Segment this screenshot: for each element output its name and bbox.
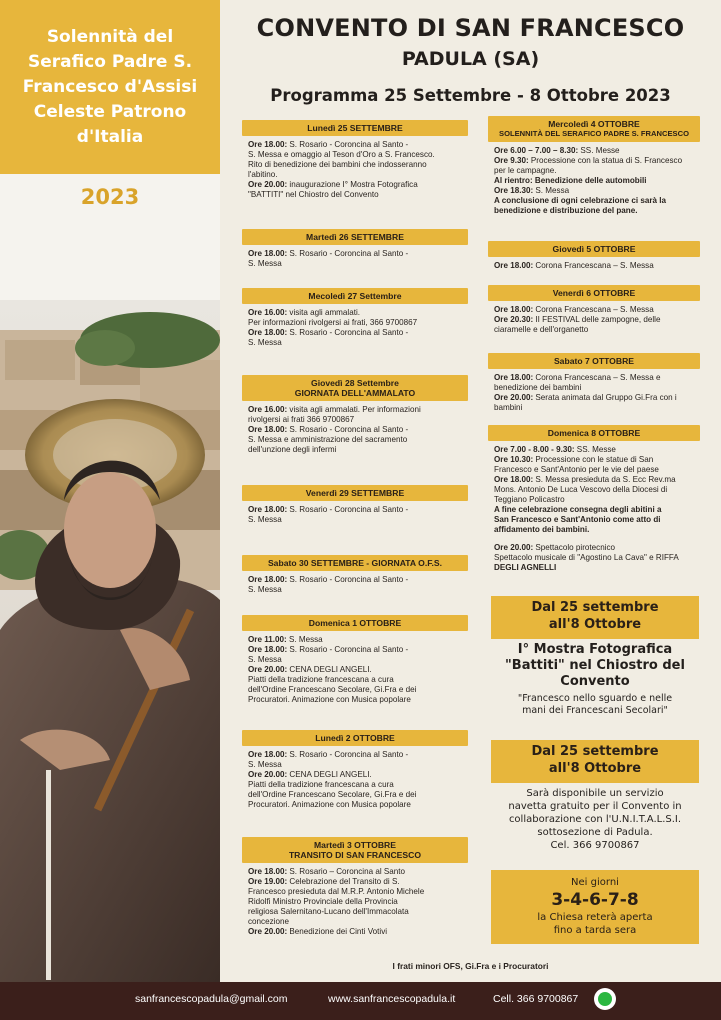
day-header: Domenica 1 OTTOBRE: [242, 615, 468, 631]
event-line: Ore 18.00: S. Rosario - Coroncina al Santo -: [248, 575, 409, 584]
event-line: Spettacolo musicale di "Agostino La Cava" e RIFFA: [494, 553, 679, 562]
shuttle-line: collaborazione con l'U.N.I.T.A.L.S.I.: [508, 814, 682, 825]
event-line: S. Messa: [248, 585, 282, 594]
day-body: [488, 301, 700, 335]
sidebar-title-block: [0, 0, 220, 174]
footer-bar: [0, 982, 721, 1020]
event-line: S. Messa: [248, 760, 282, 769]
exhibit-title-line: I° Mostra Fotografica: [517, 642, 673, 657]
footer-phone[interactable]: Cell. 366 9700867: [493, 993, 579, 1005]
day-header-line: Mercoledì 4 OTTOBRE: [548, 119, 640, 129]
event-line: S. Messa: [248, 259, 282, 268]
day-header: Giovedì 5 OTTOBRE: [488, 241, 700, 257]
shuttle-line: sottosezione di Padula.: [537, 827, 653, 838]
day-card: [242, 615, 468, 705]
shuttle-date-line: Dal 25 settembre: [531, 744, 659, 759]
day-header: Martedì 26 SETTEMBRE: [242, 229, 468, 245]
event-line: benedizione e distribuzione del pane.: [494, 206, 638, 215]
event-line: Ore 20.00: CENA DEGLI ANGELI.: [248, 665, 372, 674]
event-line: S. Messa: [248, 338, 282, 347]
footer-website[interactable]: www.sanfrancescopadula.it: [328, 993, 456, 1005]
day-card: [242, 120, 468, 200]
day-card: [242, 485, 468, 525]
event-line: Ore 18.00: S. Rosario - Coroncina al Santo -: [248, 328, 409, 337]
event-line: Procuratori. Animazione con Musica popolare: [248, 695, 411, 704]
event-line: Ore 18.00: S. Rosario - Coroncina al Santo -: [248, 425, 409, 434]
day-header: [488, 116, 700, 142]
programme-dates: Programma 25 Settembre - 8 Ottobre 2023: [270, 86, 671, 105]
event-line: "BATTITI" nel Chiostro del Convento: [248, 190, 379, 199]
shuttle-line: navetta gratuito per il Convento in: [508, 801, 682, 812]
day-body: [488, 441, 700, 573]
day-card: [242, 229, 468, 269]
day-body: [242, 631, 468, 705]
day-header: Venerdì 29 SETTEMBRE: [242, 485, 468, 501]
whatsapp-icon[interactable]: [594, 988, 616, 1010]
day-card: [488, 425, 700, 573]
exhibit-dates-box: [491, 596, 699, 639]
event-line: Ore 19.00: Celebrazione del Transito di S.: [248, 877, 400, 886]
day-card: [488, 353, 700, 413]
event-line: Per informazioni rivolgersi ai frati, 366 9700867: [248, 318, 418, 327]
event-line: religiosa Salernitano-Lucano dell'Immacolata: [248, 907, 409, 916]
event-line: A fine celebrazione consegna degli abitini a: [494, 505, 662, 514]
event-line: Ore 18.00: S. Messa presieduta da S. Ecc Rev.ma: [494, 475, 676, 484]
sidebar-title: Solennità del Serafico Padre S. Francesco d'Assisi Celeste Patrono d'Italia: [22, 26, 198, 147]
day-body: [488, 142, 700, 216]
event-line: ciaramelle e dell'organetto: [494, 325, 589, 334]
event-line: Ore 18.00: S. Rosario - Coroncina al Santo -: [248, 505, 409, 514]
shuttle-line: Sarà disponibile un servizio: [526, 788, 664, 799]
event-line: Piatti della tradizione francescana a cura: [248, 780, 394, 789]
sidebar-year: 2023: [80, 185, 140, 209]
page-title: CONVENTO DI SAN FRANCESCO: [256, 14, 685, 42]
event-line: Francesco e Sant'Antonio per le vie del paese: [494, 465, 659, 474]
day-body: [242, 501, 468, 525]
day-header: [242, 837, 468, 863]
day-body: [488, 369, 700, 413]
event-line: Ore 20.00: Serata animata dal Gruppo Gi.Fra con i: [494, 393, 677, 402]
day-header-line: Martedì 3 OTTOBRE: [314, 840, 396, 850]
exhibit-title-line: "Battiti" nel Chiostro del: [505, 658, 685, 673]
event-line: Ore 9.30: Processione con la statua di S. Francesco: [494, 156, 683, 165]
event-line: dell'Ordine Francescano Secolare, Gi.Fra e dei: [248, 685, 417, 694]
day-header-line: GIORNATA DELL'AMMALATO: [294, 388, 416, 398]
church-days: 3-4-6-7-8: [551, 890, 639, 910]
event-line: Ore 18.00: S. Rosario – Coroncina al Santo: [248, 867, 406, 876]
day-body: [242, 571, 468, 595]
church-hours-line: fino a tarda sera: [553, 925, 637, 936]
day-header: Venerdì 6 OTTOBRE: [488, 285, 700, 301]
day-header: Sabato 30 SETTEMBRE - GIORNATA O.F.S.: [242, 555, 468, 571]
page-subtitle: PADULA (SA): [401, 48, 540, 70]
event-line: San Francesco e Sant'Antonio come atto di: [494, 515, 661, 524]
exhibit-subtitle-line: mani dei Francescani Secolari": [522, 705, 668, 716]
saint-statue-image: [0, 300, 220, 982]
event-line: Rito di benedizione dei bambini che indosseranno: [248, 160, 427, 169]
church-hours-line: la Chiesa reterà aperta: [537, 912, 653, 923]
day-body: [242, 245, 468, 269]
day-header-line: SOLENNITÀ DEL SERAFICO PADRE S. FRANCESCO: [499, 129, 689, 138]
day-card: [242, 288, 468, 348]
event-line: Francesco presieduta dal M.R.P. Antonio Michele: [248, 887, 425, 896]
event-line: Ore 18.00: Corona Francescana – S. Messa: [494, 261, 654, 270]
exhibit-announcement: [488, 642, 702, 717]
event-line: Ore 11.00: S. Messa: [248, 635, 323, 644]
event-line: Ore 20.30: II FESTIVAL delle zampogne, delle: [494, 315, 661, 324]
church-hours-line: Nei giorni: [571, 877, 619, 888]
shuttle-dates-box: [491, 740, 699, 783]
event-line: Ore 18.00: Corona Francescana – S. Messa e: [494, 373, 661, 382]
day-header: Mecoledì 27 Settembre: [242, 288, 468, 304]
event-line: Procuratori. Animazione con Musica popolare: [248, 800, 411, 809]
day-card: [242, 837, 468, 937]
day-body: [242, 136, 468, 200]
shuttle-announcement: [488, 787, 702, 852]
exhibit-subtitle-line: "Francesco nello sguardo e nelle: [517, 693, 673, 704]
event-line: Ore 20.00: Spettacolo pirotecnico: [494, 543, 616, 552]
event-line: Ore 7.00 - 8.00 - 9.30: SS. Messe: [494, 445, 616, 454]
day-card: [488, 241, 700, 271]
left-panel: [0, 0, 220, 982]
event-line: Ore 6.00 – 7.00 – 8.30: SS. Messe: [494, 146, 620, 155]
event-line: A conclusione di ogni celebrazione ci sarà la: [494, 196, 666, 205]
event-line: Ore 18.00: S. Rosario - Coroncina al Santo -: [248, 140, 409, 149]
event-line: l'abitino.: [248, 170, 278, 179]
event-line: Ridolfi Ministro Provinciale della Provincia: [248, 897, 398, 906]
event-line: affidamento dei bambini.: [494, 525, 590, 534]
event-line: Ore 18.00: Corona Francescana – S. Messa: [494, 305, 654, 314]
day-header-line: Giovedì 28 Settembre: [311, 378, 399, 388]
event-line: Ore 20.00: inaugurazione I° Mostra Fotografica: [248, 180, 418, 189]
event-line: Ore 20.00: Benedizione dei Cinti Votivi: [248, 927, 388, 936]
day-card: [242, 730, 468, 810]
event-line: Al rientro: Benedizione delle automobili: [494, 176, 647, 185]
event-line: Ore 10.30: Processione con le statue di San: [494, 455, 654, 464]
footer-email[interactable]: sanfrancescopadula@gmail.com: [135, 993, 288, 1005]
event-line: DEGLI AGNELLI: [494, 563, 557, 572]
event-line: benedizione dei bambini: [494, 383, 582, 392]
day-body: [242, 863, 468, 937]
day-body: [242, 401, 468, 455]
day-body: [242, 746, 468, 810]
event-line: bambini: [494, 403, 523, 412]
event-line: Ore 20.00: CENA DEGLI ANGELI.: [248, 770, 372, 779]
day-card: [242, 375, 468, 455]
day-header: [242, 375, 468, 401]
event-line: Ore 16.00: visita agli ammalati.: [248, 308, 361, 317]
event-line: per le campagne.: [494, 166, 557, 175]
exhibit-date-line: all'8 Ottobre: [548, 617, 642, 632]
event-line: dell'Ordine Francescano Secolare, Gi.Fra e dei: [248, 790, 417, 799]
day-header-line: TRANSITO DI SAN FRANCESCO: [288, 850, 422, 860]
church-hours-box: [491, 870, 699, 944]
event-line: S. Messa e amministrazione del sacramento: [248, 435, 408, 444]
event-line: S. Messa e omaggio al Teson d'Oro a S. Francesco.: [248, 150, 435, 159]
day-header: Domenica 8 OTTOBRE: [488, 425, 700, 441]
exhibit-date-line: Dal 25 settembre: [531, 600, 659, 615]
day-card: [242, 555, 468, 595]
event-line: concezione: [248, 917, 289, 926]
signature: I frati minori OFS, Gi.Fra e i Procuratori: [392, 961, 549, 971]
event-line: Mons. Antonio De Luca Vescovo della Diocesi di: [494, 485, 668, 494]
day-header: Sabato 7 OTTOBRE: [488, 353, 700, 369]
exhibit-title-line: Convento: [560, 674, 630, 689]
event-line: Teggiano Policastro: [494, 495, 565, 504]
event-line: Piatti della tradizione francescana a cura: [248, 675, 394, 684]
day-card: [488, 116, 700, 216]
event-line: Ore 16.00: visita agli ammalati. Per informazioni: [248, 405, 421, 414]
event-line: rivolgersi ai frati 366 9700867: [248, 415, 355, 424]
event-line: Ore 18.00: S. Rosario - Coroncina al Santo -: [248, 645, 409, 654]
event-line: Ore 18.00: S. Rosario - Coroncina al Santo -: [248, 750, 409, 759]
day-body: [488, 257, 700, 271]
day-card: [488, 285, 700, 335]
event-line: S. Messa: [248, 655, 282, 664]
day-header: Lunedì 25 SETTEMBRE: [242, 120, 468, 136]
shuttle-date-line: all'8 Ottobre: [548, 761, 642, 776]
event-line: Ore 18.00: S. Rosario - Coroncina al Santo -: [248, 249, 409, 258]
main-panel: [220, 0, 721, 982]
shuttle-phone: Cel. 366 9700867: [550, 840, 640, 851]
event-line: S. Messa: [248, 515, 282, 524]
day-header: Lunedì 2 OTTOBRE: [242, 730, 468, 746]
event-line: dell'unzione degli infermi: [248, 445, 337, 454]
day-body: [242, 304, 468, 348]
event-line: Ore 18.30: S. Messa: [494, 186, 570, 195]
